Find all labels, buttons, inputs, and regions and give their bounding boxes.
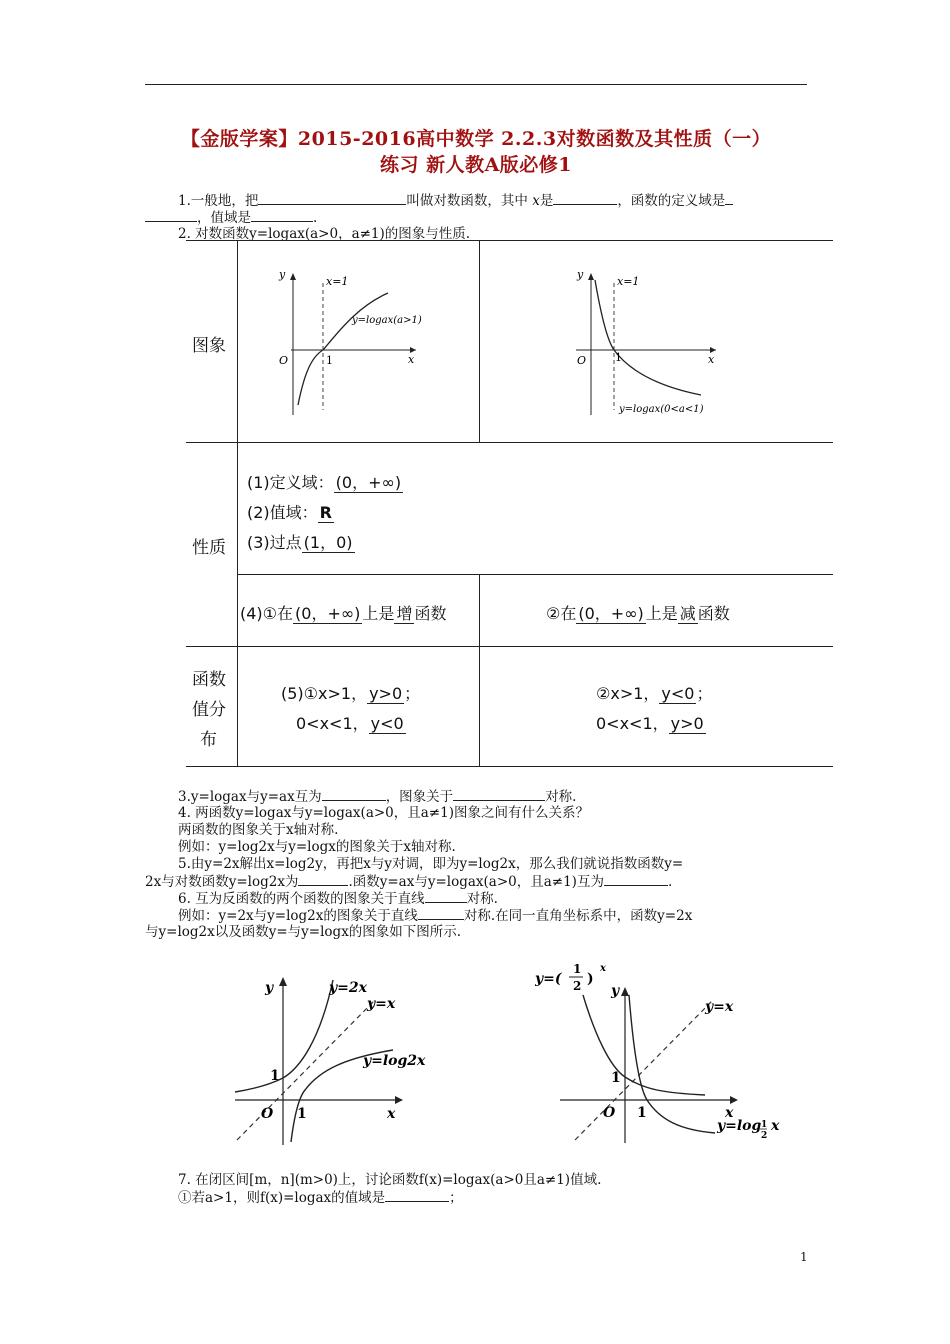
question-6-cont: 与y=log2x以及函数y=与y=logx的图象如下图所示.: [145, 924, 462, 940]
row-label-distribution-3: 布: [200, 730, 217, 750]
origin-label: O: [603, 1105, 616, 1121]
question-6-example: 例如：y=2x与y=log2x的图象关于直线 对称.在同一直角坐标系中，函数y=2x: [178, 908, 693, 924]
graph-log-decreasing: [571, 265, 731, 415]
curve-log-increasing: [298, 293, 388, 405]
answer-blank[interactable]: [604, 873, 668, 886]
header-rule: [145, 84, 807, 85]
tick-label-y-one: 1: [270, 1068, 280, 1084]
answer-blank[interactable]: [251, 209, 313, 222]
question-6: 6. 互为反函数的两个函数的图象关于直线 对称.: [178, 891, 498, 907]
answer-blank[interactable]: [258, 192, 406, 205]
y-axis-label: y: [611, 983, 620, 999]
answer-blank[interactable]: [453, 788, 545, 801]
property-domain: (1)定义域： (0，+∞): [247, 473, 402, 492]
answer-blank[interactable]: [298, 873, 348, 886]
page-subtitle: 练习 新人教A版必修1: [379, 154, 573, 176]
label-exp-denominator: 2: [573, 979, 582, 993]
label-exp: y=2x: [329, 980, 367, 996]
answer-blank[interactable]: [385, 1189, 449, 1202]
y-axis-label: y: [577, 268, 584, 281]
curve-log-decreasing: [595, 280, 701, 395]
label-log: y=log: [717, 1118, 762, 1134]
x-equals-one-label: x=1: [326, 275, 349, 288]
curve-label: y=logax(a>1): [352, 315, 422, 326]
curve-exp-base-half: [583, 995, 705, 1095]
question-5: 5.由y=2x解出x=log2y，再把x与y对调，即为y=log2x，那么我们就说指数函数y=: [178, 856, 684, 872]
x-axis-label: x: [725, 1105, 734, 1121]
question-7-part-1: ①若a>1，则f(x)=logax的值域是 ；: [178, 1190, 463, 1206]
distribution-right-2: 0<x<1， y>0: [596, 714, 704, 733]
question-7: 7. 在闭区间[m，n](m>0)上，讨论函数f(x)=logax(a>0且a≠1)值域.: [178, 1172, 602, 1188]
tick-label-one: 1: [326, 354, 333, 367]
curve-exp-base-2: [235, 980, 333, 1092]
label-exp-sup: x: [600, 963, 606, 974]
answer-blank[interactable]: [145, 209, 197, 222]
x-axis-label: x: [708, 353, 715, 366]
distribution-left-1: (5)①x>1， y>0 ；: [281, 684, 421, 703]
row-label-distribution-1: 函数: [192, 670, 226, 690]
property-range: (2)值域： R: [247, 503, 332, 522]
title-main: 2015-2016高中数学 2.2.3对数函数及其性质（一）: [297, 128, 772, 150]
graph-log-increasing: [276, 265, 426, 415]
label-exp: y=(: [535, 971, 562, 987]
row-label-graph: 图象: [192, 336, 226, 356]
answer-blank[interactable]: [322, 788, 386, 801]
label-line: y=x: [367, 996, 396, 1012]
origin-label: O: [279, 354, 289, 367]
figure-exp-log-base-2: [225, 970, 445, 1145]
property-point: (3)过点 (1，0): [247, 533, 353, 552]
question-2: 2. 对数函数y=logax(a>0，a≠1)的图象与性质.: [178, 226, 471, 242]
label-log-sub-den: 2: [761, 1131, 768, 1141]
label-exp-numerator: 1: [573, 962, 582, 976]
distribution-right-1: ②x>1， y<0 ；: [596, 684, 713, 703]
question-4-answer: 两函数的图象关于x轴对称.: [178, 822, 339, 838]
row-label-distribution-2: 值分: [192, 700, 226, 720]
origin-label: O: [261, 1106, 274, 1122]
y-axis-label: y: [279, 268, 286, 281]
tick-label-x-one: 1: [297, 1106, 307, 1122]
label-log: y=log2x: [363, 1053, 426, 1069]
label-line: y=x: [705, 999, 734, 1015]
tick-label-one: 1: [615, 351, 622, 364]
question-4: 4. 两函数y=logax与y=logax(a>0，且a≠1)图象之间有什么关系？: [178, 805, 589, 821]
label-log-sub-num: 1: [761, 1120, 768, 1130]
row-label-properties: 性质: [192, 538, 226, 558]
label-exp-close: ): [587, 971, 594, 987]
tick-label-y-one: 1: [611, 1070, 621, 1086]
label-log-x: x: [771, 1118, 780, 1134]
question-3: 3.y=logax与y=ax互为 ，图象关于 对称.: [178, 789, 577, 805]
y-axis-label: y: [265, 980, 274, 996]
property-monotonic-decreasing: ②在 (0，+∞) 上是 减 函数: [546, 604, 730, 623]
answer-blank[interactable]: [418, 907, 464, 920]
answer-blank[interactable]: [553, 192, 617, 205]
question-1: 1.一般地，把 叫做对数函数，其中 x是 ，函数的定义域是: [178, 192, 733, 209]
answer-blank[interactable]: [725, 192, 733, 205]
question-4-example: 例如：y=log2x与y=logx的图象关于x轴对称.: [178, 839, 456, 855]
origin-label: O: [577, 354, 587, 367]
question-1-cont: ，值域是 .: [145, 209, 317, 226]
property-monotonic-increasing: (4)①在 (0，+∞) 上是 增 函数: [240, 604, 447, 623]
title-bracket: 【金版学案】: [180, 128, 298, 150]
curve-label: y=logax(0<a<1): [619, 404, 704, 415]
page-title: [145, 124, 807, 151]
figure-exp-log-base-half: [535, 955, 805, 1145]
properties-table: [186, 240, 833, 767]
x-axis-label: x: [387, 1106, 396, 1122]
answer-blank[interactable]: [425, 890, 467, 903]
page-number: 1: [800, 1250, 808, 1264]
tick-label-x-one: 1: [637, 1105, 647, 1121]
x-axis-label: x: [408, 353, 415, 366]
distribution-left-2: 0<x<1， y<0: [296, 714, 404, 733]
x-equals-one-label: x=1: [617, 275, 640, 288]
question-5-cont: 2x与对数函数y=log2x为 .函数y=ax与y=logax(a>0，且a≠1)互为 .: [145, 874, 673, 890]
